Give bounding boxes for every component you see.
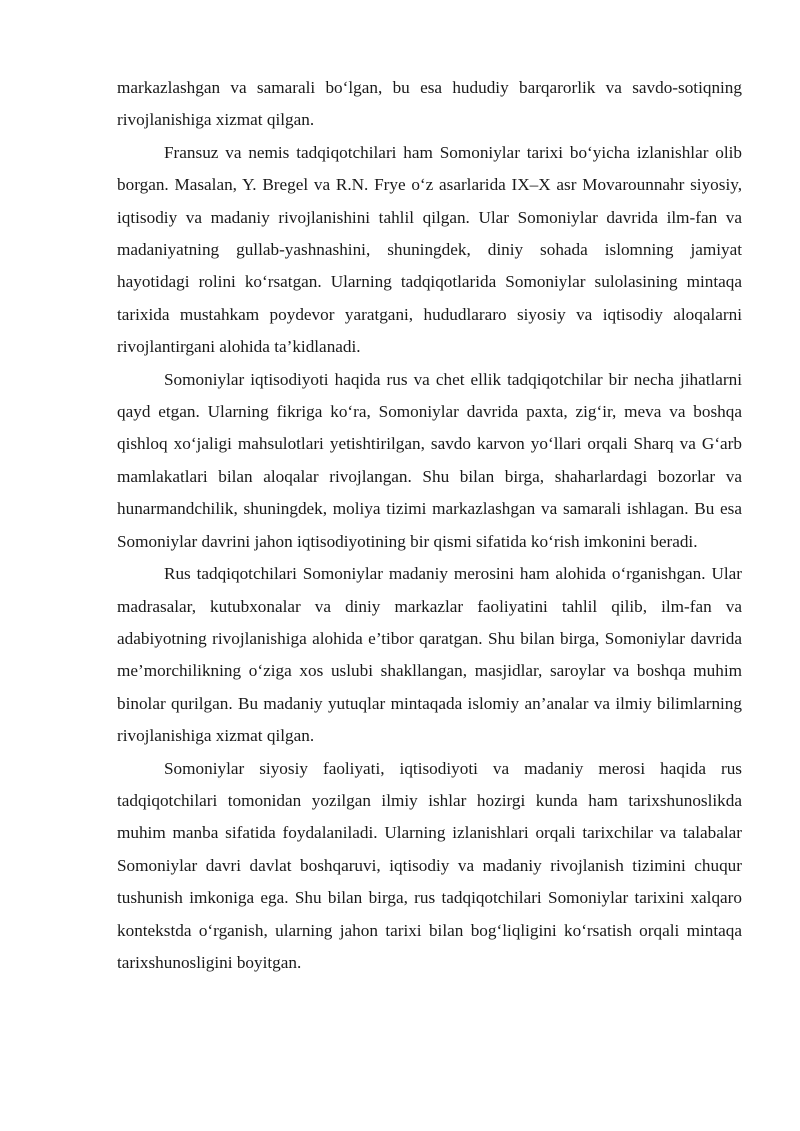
paragraph-continuation: markazlashgan va samarali bo‘lgan, bu esa hududiy barqarorlik va savdo-sotiqning rivojlanishiga xizmat qilgan. — [117, 78, 742, 130]
paragraph-french-german-researchers: Fransuz va nemis tadqiqotchilari ham Somoniylar tarixi bo‘yicha izlanishlar olib borgan. Masalan, Y. Bregel va R.N. Frye o‘z asarlarida IX–X asr Movarounnahr siyosiy, iqtisodiy va madaniy rivojlanishini tahlil qilgan. Ular Somoniylar davrida ilm-fan va madaniyatning gullab-yashnashini, shuningdek, diniy sohada islomning jamiyat hayotidagi rolini ko‘rsatgan. Ularning tadqiqotlarida Somoniylar sulolasining mintaqa tarixida mustahkam poydevor yaratgani, hududlararo siyosiy va iqtisodiy aloqalarni rivojlantirgani alohida ta’kidlanadi. — [117, 142, 742, 357]
paragraph-economy: Somoniylar iqtisodiyoti haqida rus va chet ellik tadqiqotchilar bir necha jihatlarni qayd etgan. Ularning fikriga ko‘ra, Somoniylar davrida paxta, zig‘ir, meva va boshqa qishloq xo‘jaligi mahsulotlari yetishtirilgan, savdo karvon yo‘llari orqali Sharq va G‘arb mamlakatlari bilan aloqalar rivojlangan. Shu bilan birga, shaharlardagi bozorlar va hunarmandchilik, shuningdek, moliya tizimi markazlashgan va samarali ishlagan. Bu esa Somoniylar davrini jahon iqtisodiyotining bir qismi sifatida ko‘rish imkonini beradi. — [117, 369, 742, 551]
paragraph-cultural-heritage: Rus tadqiqotchilari Somoniylar madaniy merosini ham alohida o‘rganishgan. Ular madrasalar, kutubxonalar va diniy markazlar faoliyatini tahlil qilib, ilm-fan va adabiyotning rivojlanishiga alohida e’tibor qaratgan. Shu bilan birga, Somoniylar davrida me’morchilikning o‘ziga xos uslubi shakllangan, masjidlar, saroylar va boshqa muhim binolar qurilgan. Bu madaniy yutuqlar mintaqada islomiy an’analar va ilmiy bilimlarning rivojlanishiga xizmat qilgan. — [117, 564, 742, 746]
paragraph-conclusion: Somoniylar siyosiy faoliyati, iqtisodiyoti va madaniy merosi haqida rus tadqiqotchilari tomonidan yozilgan ilmiy ishlar hozirgi kunda ham tarixshunoslikda muhim manba sifatida foydalaniladi. Ularning izlanishlari orqali tarixchilar va talabalar Somoniylar davri davlat boshqaruvi, iqtisodiy va madaniy rivojlanish tizimini chuqur tushunish imkoniga ega. Shu bilan birga, rus tadqiqotchilari Somoniylar tarixini xalqaro kontekstda o‘rganish, ularning jahon tarixi bilan bog‘liqligini ko‘rsatish orqali mintaqa tarixshunosligini boyitgan. — [117, 758, 742, 972]
body-text — [117, 72, 742, 979]
